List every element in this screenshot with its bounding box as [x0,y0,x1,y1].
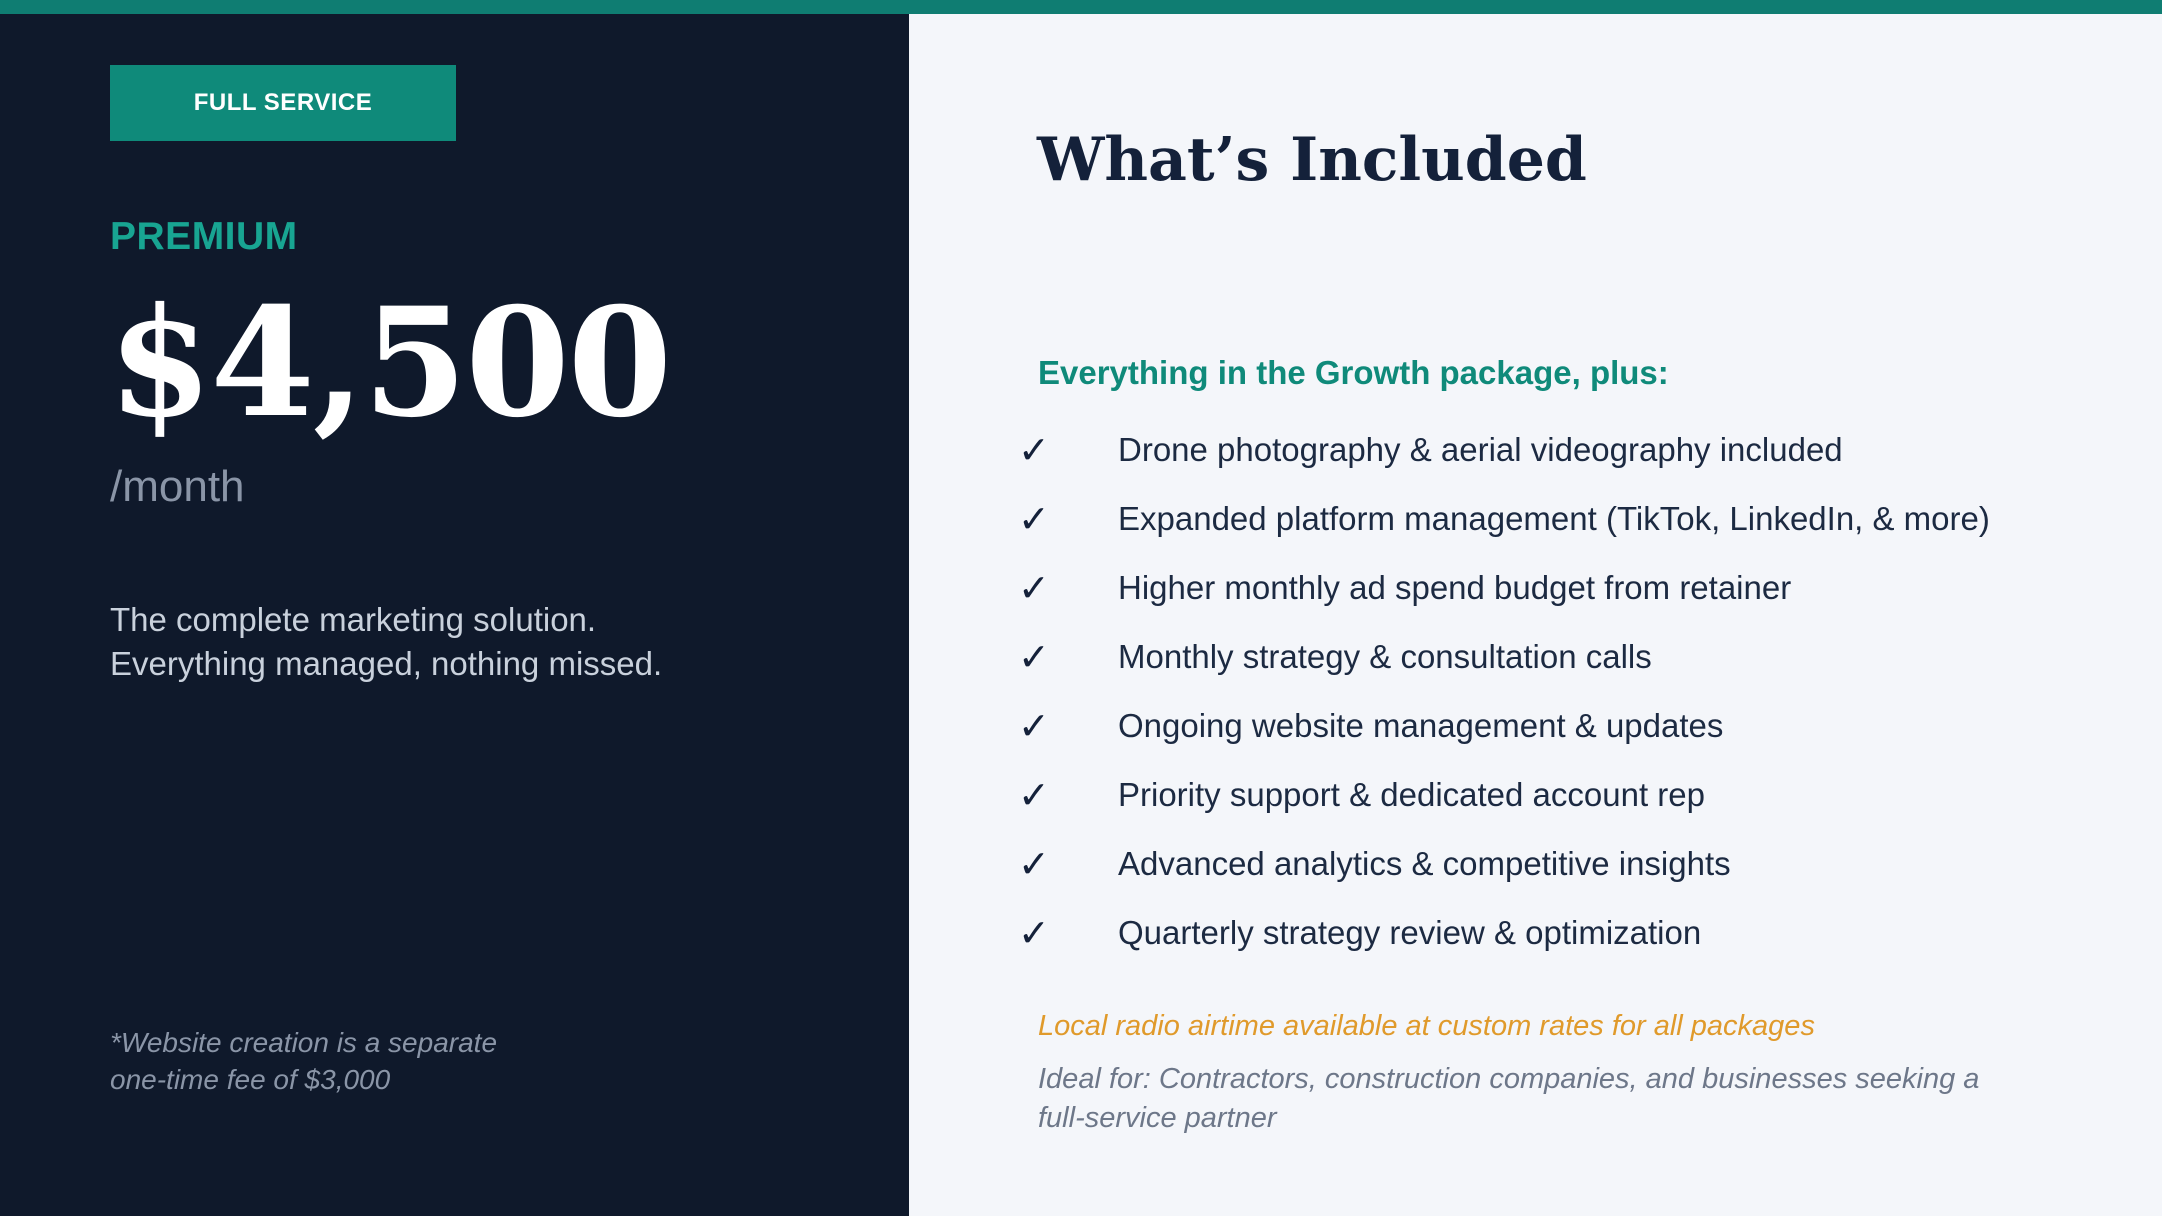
feature-text: Ongoing website management & updates [1118,706,1724,744]
feature-text: Priority support & dedicated account rep [1118,775,1705,813]
check-icon: ✓ [1018,772,1050,817]
feature-text: Higher monthly ad spend budget from retainer [1118,568,1792,606]
radio-airtime-note: Local radio airtime available at custom rates for all packages [1038,1010,1815,1042]
price-period: /month [110,462,245,511]
check-icon: ✓ [1018,841,1050,886]
feature-list [1018,415,1990,967]
ideal-for-line: Ideal for: Contractors, construction companies, and businesses seeking a [1038,1063,1980,1095]
pricing-panel [0,0,909,1216]
ideal-for-line: full-service partner [1038,1102,1277,1134]
tier-name: PREMIUM [110,215,298,258]
feature-item [1018,622,1990,691]
intro-line: Everything in the Growth package, plus: [1038,354,1669,391]
tagline [110,598,850,686]
price: $4,500 [108,275,671,451]
check-icon: ✓ [1018,703,1050,748]
footnote-line: *Website creation is a separate [110,1027,498,1058]
check-icon: ✓ [1018,496,1050,541]
section-heading: What’s Included [1037,125,1587,195]
feature-item [1018,898,1990,967]
tagline-line: The complete marketing solution. [110,601,597,638]
top-accent-bar [0,0,2162,14]
check-icon: ✓ [1018,910,1050,955]
feature-item [1018,484,1990,553]
feature-item [1018,553,1990,622]
website-fee-footnote [110,1024,710,1098]
check-icon: ✓ [1018,427,1050,472]
tagline-line: Everything managed, nothing missed. [110,645,663,682]
feature-item [1018,760,1990,829]
check-icon: ✓ [1018,634,1050,679]
ideal-for-note [1038,1060,2038,1138]
feature-text: Monthly strategy & consultation calls [1118,637,1652,675]
feature-item [1018,691,1990,760]
footnote-line: one-time fee of $3,000 [110,1064,391,1095]
feature-item [1018,415,1990,484]
full-service-badge: FULL SERVICE [110,65,456,141]
feature-text: Drone photography & aerial videography included [1118,430,1843,468]
feature-text: Advanced analytics & competitive insights [1118,844,1731,882]
feature-item [1018,829,1990,898]
feature-text: Quarterly strategy review & optimization [1118,913,1702,951]
feature-text: Expanded platform management (TikTok, LinkedIn, & more) [1118,499,1990,537]
check-icon: ✓ [1018,565,1050,610]
